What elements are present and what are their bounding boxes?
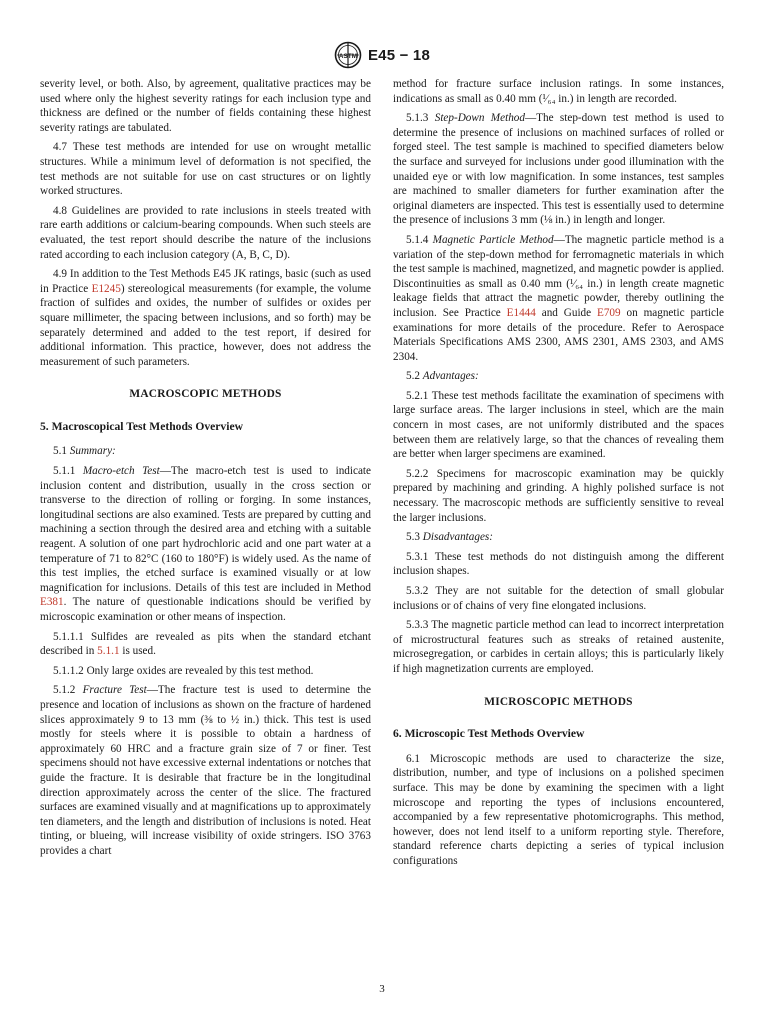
paragraph-5-2-1: 5.2.1 These test methods facilitate the examination of specimens with large surface areas. The larger inclusions in steel, which are the main concern in most cases, are not uniformly distributed and the spaces between them are relatively large, so that the chances of revealing them are better when larger specimens are examined. (393, 389, 724, 461)
paragraph-continued: severity level, or both. Also, by agreement, qualitative practices may be used where only the highest severity ratings for each inclusion type and thickness are defined or the number of fields containing these highest severity ratings are tabulated. (40, 78, 371, 134)
paragraph-5-1-3: 5.1.3 Step-Down Method—The step-down test method is used to determine the presence of inclusions on machined surfaces of rolled or forged steel. The test sample is machined to specified diameters below the surface and surveyed for inclusions under good illumination with the unaided eye or with low magnification. In some instances, test samples are machined to smaller diameters for further examination after the original diameters are inspected. This test is essentially used to determine the presence of inclusions 3 mm (⅛ in.) in length and longer. (393, 112, 725, 227)
heading-section-5: 5. Macroscopical Test Methods Overview (40, 419, 243, 433)
paragraph-4-7: 4.7 These test methods are intended for use on wrought metallic structures. While a minimum level of deformation is not specified, the test methods are not suitable for use on cast structures or on lightly worked structures. (40, 141, 371, 198)
link-5-1-1[interactable]: 5.1.1 (97, 645, 120, 658)
link-e381[interactable]: E381 (40, 596, 64, 609)
paragraph-5-1-1-2: 5.1.1.2 Only large oxides are revealed by this test method. (53, 664, 314, 677)
heading-microscopic-methods: MICROSCOPIC METHODS (484, 695, 633, 708)
astm-logo-icon (334, 41, 362, 69)
heading-macroscopic-methods: MACROSCOPIC METHODS (129, 388, 282, 401)
link-e709[interactable]: E709 (597, 306, 621, 319)
logo-text: ASTM (338, 53, 358, 60)
paragraph-continued-right: method for fracture surface inclusion ratings. In some instances, indications as small as 0.40 mm (¹⁄₆₄ in.) in length are recorded. (393, 78, 724, 105)
paragraph-5-1-1-1: 5.1.1.1 Sulfides are revealed as pits when the standard etchant described in 5.1.1 is used. (40, 630, 371, 658)
paragraph-6-1: 6.1 Microscopic methods are used to characterize the size, distribution, number, and type of inclusions on a polished specimen surface. This may be done by examining the specimen with a light microscope and reporting the types of inclusions encountered, accompanied by a few representative photomicrographs. This method, however, does not lend itself to a uniform reporting style. Therefore, standard reference charts depicting a series of typical inclusion configurations (393, 752, 724, 867)
paragraph-5-2: 5.2 Advantages: (406, 370, 479, 383)
link-e1245[interactable]: E1245 (91, 282, 121, 295)
left-column (40, 77, 371, 864)
paragraph-5-1-1: 5.1.1 Macro-etch Test—The macro-etch test is used to indicate inclusion content and distribution, usually in the cross section or transverse to the direction of rolling or forging. In some instances, longitudinal sections are also examined. Tests are prepared by cutting and machining a section through the desired area and etching with a suitable reagent. A solution of one part hydrochloric acid and one part water at a temperature of 71 to 82°C (160 to 180°F) is widely used. As the name of this test implies, the etched surface is examined visually or at low magnification for inclusions. Details of this test are included in Method E381. The nature of questionable indications should be verified by microscopic examination or other means of inspection. (40, 465, 371, 623)
paragraph-5-2-2: 5.2.2 Specimens for macroscopic examination may be quickly prepared by machining and grinding. A highly polished surface is not necessary. The macroscopic methods are sufficiently sensitive to reveal the larger inclusions. (393, 467, 724, 524)
standard-designation: E45 − 18 (367, 46, 431, 64)
paragraph-5-1-4: 5.1.4 Magnetic Particle Method—The magnetic particle method is a variation of the step-down method for ferromagnetic materials in which the test sample is machined, magnetized, and magnetic powder is applied. Discontinuities as small as 0.40 mm (¹⁄₆₄ in.) in length create magnetic leakage fields that attract the magnetic powder, thereby outlining the inclusion. See Practice E1444 and Guide E709 on magnetic particle examinations for more details of the procedure. Refer to Aerospace Materials Specifications AMS 2300, AMS 2301, AMS 2303, and AMS 2304. (393, 233, 725, 363)
paragraph-5-3-2: 5.3.2 They are not suitable for the detection of small globular inclusions or of chains of very fine elongated inclusions. (393, 585, 724, 612)
link-e1444[interactable]: E1444 (506, 306, 536, 319)
page-header (0, 40, 764, 70)
right-column (393, 77, 724, 874)
paragraph-5-1: 5.1 Summary: (53, 445, 116, 458)
paragraph-5-1-2: 5.1.2 Fracture Test—The fracture test is used to determine the presence and location of inclusions as shown on the fracture of hardened slices approximately 9 to 13 mm (⅜ to ½ in.) thick. This test is used mostly for steels where it is possible to obtain a hardness of approximately 60 HRC and a fracture grain size of 7 or finer. Test specimens should not have excessive external indentations or notches that guide the fracture. It is desirable that fracture be in the longitudinal direction approximately across the center of the slice. The fractured surfaces are examined visually and at magnifications up to approximately ten diameters, and the length and distribution of inclusions is noted. Heat tinting, or blueing, will increase visibility of oxide stringers. ISO 3763 provides a chart (40, 684, 371, 857)
paragraph-5-3-1: 5.3.1 These test methods do not distinguish among the different inclusion shapes. (393, 550, 724, 578)
heading-section-6: 6. Microscopic Test Methods Overview (393, 727, 585, 741)
paragraph-5-3: 5.3 Disadvantages: (406, 531, 494, 544)
page-number: 3 (379, 983, 385, 995)
paragraph-4-9: 4.9 In addition to the Test Methods E45 JK ratings, basic (such as used in Practice E1245) stereological measurements (for example, the volume fraction of sulfides and oxides, the number of sulfides or oxides per square millimeter, the spacing between inclusions, and so forth) may be separately determined and added to the test report, if desired for additional information. This practice, however, does not address the measurement of such parameters. (40, 268, 372, 368)
paragraph-5-3-3: 5.3.3 The magnetic particle method can lead to incorrect interpretation of microstructural features such as streaks of retained austenite, microsegregation, or carbides in certain alloys; this is particularly likely if high magnetization currents are employed. (393, 619, 724, 675)
paragraph-4-8: 4.8 Guidelines are provided to rate inclusions in steels treated with rare earth additions or calcium-bearing compounds. When such steels are evaluated, the test report should describe the nature of the inclusions rated according to each inclusion category (A, B, C, D). (40, 204, 371, 261)
